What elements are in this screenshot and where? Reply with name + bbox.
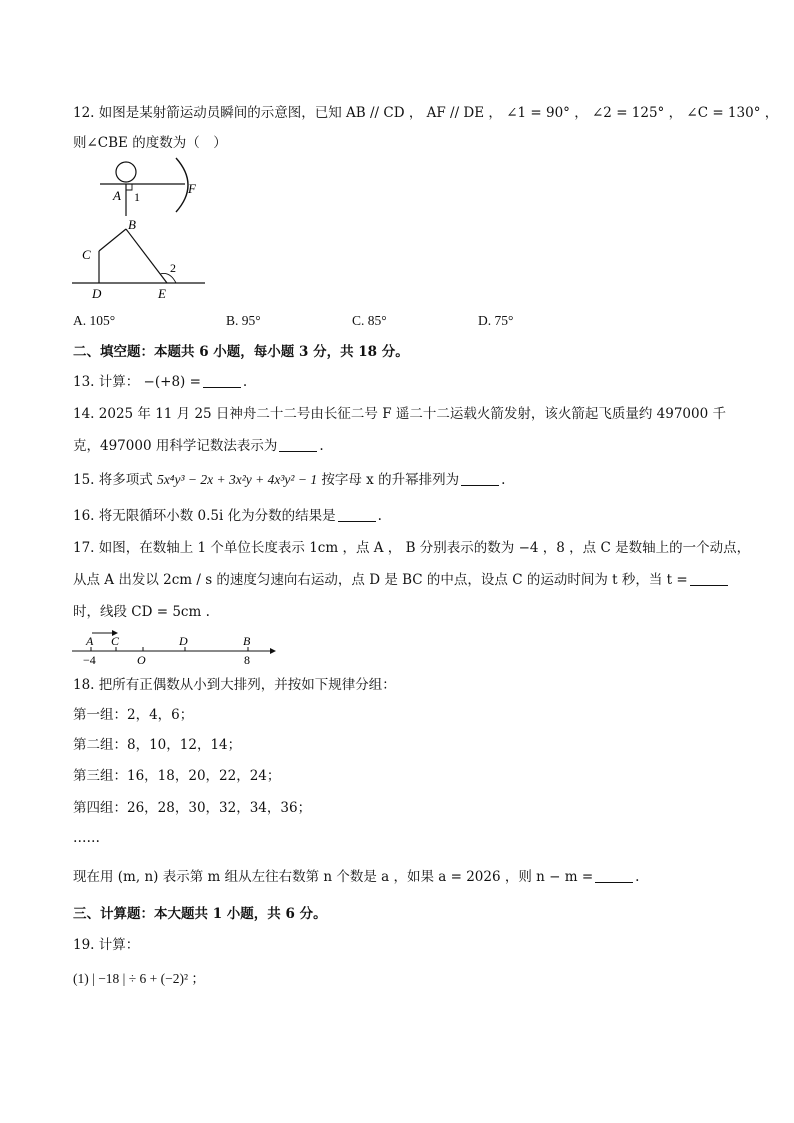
q13-blank <box>203 375 241 388</box>
q18-text: 现在用 (m, n) 表示第 m 组从左往右数第 n 个数是 a ，如果 a = 2026 ，则 n − m = <box>73 869 594 885</box>
segment-bc <box>99 229 126 251</box>
option-c: C. 85° <box>352 313 387 328</box>
q19-title: 19. 计算： <box>73 937 140 953</box>
q18-blank <box>595 870 633 883</box>
q14-line2 <box>73 437 324 455</box>
label-1: 1 <box>134 190 140 204</box>
axis-arrow <box>270 648 276 654</box>
label-8: 8 <box>244 653 250 667</box>
section3-heading: 三、计算题：本大题共 1 小题，共 6 分。 <box>73 906 327 922</box>
q18-end: . <box>635 869 640 885</box>
q13-end: . <box>242 374 248 390</box>
q18-group-4: 第四组：26，28，30，32，34，36； <box>73 800 312 816</box>
q14-blank <box>279 439 317 452</box>
label-a: A <box>113 188 121 203</box>
q16-end: . <box>377 508 382 524</box>
q13-text: 13. 计算： −(+8) = <box>73 374 201 390</box>
q12-line1: 12. 如图是某射箭运动员瞬间的示意图，已知 AB // CD ， AF // DE ， ∠1 = 90° ， ∠2 = 125° ， ∠C = 130° ， <box>73 105 779 121</box>
label-a: A <box>86 634 94 648</box>
q17-blank <box>690 573 728 586</box>
q17-line1: 17. 如图，在数轴上 1 个单位长度表示 1cm ，点 A ， B 分别表示的数为 −4 ，8 ，点 C 是数轴上的一个动点， <box>73 540 751 556</box>
section2-heading: 二、填空题：本题共 6 小题，每小题 3 分，共 18 分。 <box>73 344 409 360</box>
label-b: B <box>128 217 136 232</box>
q18-intro: 18. 把所有正偶数从小到大排列，并按如下规律分组： <box>73 677 396 693</box>
label-c: C <box>111 634 120 648</box>
q17-text: 从点 A 出发以 2cm / s 的速度匀速向右运动，点 D 是 BC 的中点，设点 C 的运动时间为 t 秒，当 t = <box>73 572 688 588</box>
label-d: D <box>179 634 188 648</box>
q12-line2: 则∠CBE 的度数为（ ） <box>73 135 227 151</box>
q16-text: 16. 将无限循环小数 0.5i 化为分数的结果是 <box>73 508 336 524</box>
segment-be <box>126 229 167 283</box>
q15-expr: 5x⁴y³ − 2x + 3x²y + 4x³y² − 1 <box>157 472 318 487</box>
q14-line1: 14. 2025 年 11 月 25 日神舟二十二号由长征二号 F 遥二十二运载火箭发射，该火箭起飞质量约 497000 千 <box>73 406 726 422</box>
q17-line2 <box>73 571 730 589</box>
option-d: D. 75° <box>478 313 514 328</box>
number-line-figure <box>70 628 280 670</box>
option-a: A. 105° <box>73 313 116 328</box>
label-f: F <box>188 181 196 196</box>
q13 <box>73 373 247 391</box>
q15-mid: 按字母 x 的升幂排列为 <box>317 472 460 488</box>
label-2: 2 <box>170 261 176 275</box>
q18-ellipsis: …… <box>73 830 100 846</box>
q15-pre: 15. 将多项式 <box>73 472 158 488</box>
q16 <box>73 507 382 525</box>
q18-group-1: 第一组：2，4，6； <box>73 707 194 723</box>
q15-blank <box>461 473 499 486</box>
q19-part1: (1) | −18 | ÷ 6 + (−2)² ； <box>73 971 205 986</box>
label-d: D <box>92 286 102 301</box>
q16-blank <box>338 509 376 522</box>
label-o: O <box>137 653 146 667</box>
right-angle-mark <box>126 184 132 190</box>
q18-group-3: 第三组：16，18，20，22，24； <box>73 768 281 784</box>
label-b: B <box>243 634 251 648</box>
q18-last <box>73 868 639 886</box>
archer-figure <box>70 155 220 305</box>
q17-line3: 时，线段 CD = 5cm . <box>73 604 210 620</box>
bow-arc <box>176 158 188 212</box>
label-c: C <box>82 247 91 262</box>
q15-end: . <box>501 472 506 488</box>
q14-end: . <box>319 438 324 454</box>
q14-text: 克，497000 用科学记数法表示为 <box>73 438 278 454</box>
archer-head <box>116 162 136 182</box>
q15 <box>73 471 505 489</box>
q18-group-2: 第二组：8，10，12，14； <box>73 737 242 753</box>
label-e: E <box>158 286 166 301</box>
label-minus4: −4 <box>83 653 96 667</box>
option-b: B. 95° <box>226 313 261 328</box>
